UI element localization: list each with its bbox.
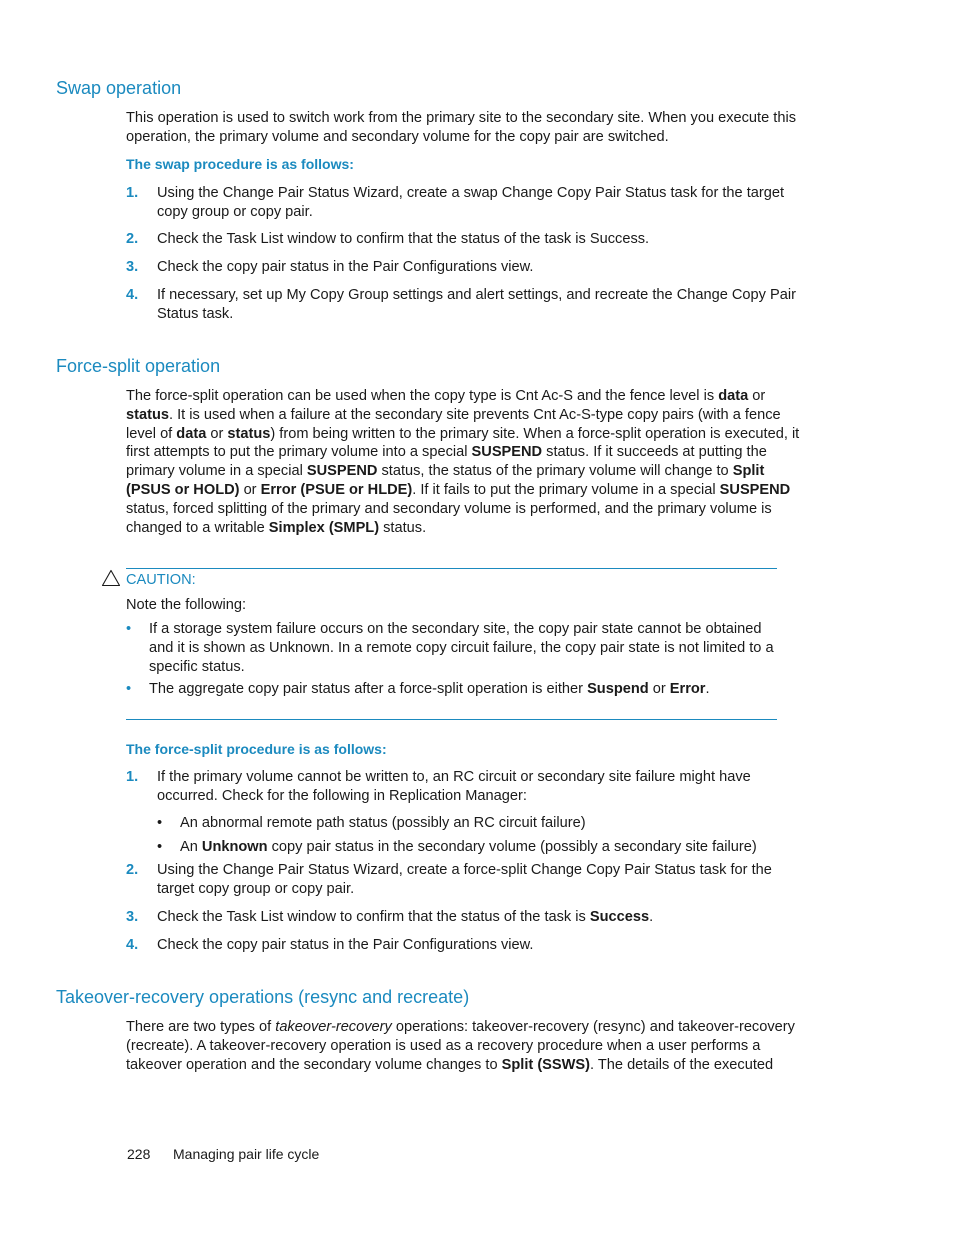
bullet-text: An abnormal remote path status (possibly an RC circuit failure) (180, 815, 586, 831)
footer-section-title: Managing pair life cycle (173, 1146, 320, 1162)
bullet-dot: • (126, 681, 132, 697)
step-text: Check the copy pair status in the Pair Configurations view. (157, 937, 534, 953)
caution-top-rule (126, 568, 777, 569)
step-number: 4. (126, 937, 139, 953)
caution-label: CAUTION: (126, 572, 196, 588)
warning-triangle-icon (101, 569, 121, 587)
step-text: Check the Task List window to confirm that the status of the task is Success. (157, 231, 650, 247)
step-text: If necessary, set up My Copy Group settings and alert settings, and recreate the Change Copy Pair Status task. (157, 287, 796, 322)
step-number: 3. (126, 259, 139, 275)
swap-procedure-label: The swap procedure is as follows: (126, 156, 354, 172)
swap-intro: This operation is used to switch work from the primary site to the secondary site. When you execute this operation, the primary volume and secondary volume for the copy pair are switched. (126, 110, 796, 145)
step-text: If the primary volume cannot be written to, an RC circuit or secondary site failure might have occurred. Check for the following in Replication Manager: (157, 769, 751, 804)
bullet-text: If a storage system failure occurs on the secondary site, the copy pair state cannot be obtained and it is shown as Unknown. In a remote copy circuit failure, the copy pair state is not limited to a specific status. (149, 621, 774, 675)
heading-force-split-operation: Force-split operation (56, 356, 221, 376)
bullet-dot: • (157, 839, 163, 855)
step-text: Using the Change Pair Status Wizard, create a swap Change Copy Pair Status task for the target copy group or copy pair. (157, 185, 785, 220)
bullet-text: The aggregate copy pair status after a force-split operation is either Suspend or Error. (149, 681, 710, 697)
step-number: 1. (126, 769, 139, 785)
page-number: 228 (127, 1146, 151, 1162)
step-number: 2. (126, 862, 139, 878)
bullet-text: An Unknown copy pair status in the secondary volume (possibly a secondary site failure) (180, 839, 757, 855)
step-number: 2. (126, 231, 139, 247)
heading-swap-operation: Swap operation (56, 78, 182, 98)
heading-takeover-recovery: Takeover-recovery operations (resync and recreate) (56, 987, 470, 1007)
bullet-dot: • (126, 621, 132, 637)
caution-note: Note the following: (126, 597, 247, 613)
step-text: Check the copy pair status in the Pair Configurations view. (157, 259, 534, 275)
force-split-description: The force-split operation can be used when the copy type is Cnt Ac-S and the fence level is data or status. It is used when a failure at the secondary site prevents Cnt Ac-S-type copy pairs (with a fence level of data or status) from being written to the primary site. When a force-split operation is executed, it first attempts to put the primary volume into a special SUSPEND status. If it succeeds at putting the primary volume in a special SUSPEND status, the status of the primary volume will change to Split (PSUS or HOLD) or Error (PSUE or HLDE). If it fails to put the primary volume in a special SUSPEND status, forced splitting of the primary and secondary volume is performed, and the primary volume is changed to a writable Simplex (SMPL) status. (126, 388, 800, 536)
step-number: 1. (126, 185, 139, 201)
takeover-recovery-description: There are two types of takeover-recovery operations: takeover-recovery (resync) and takeover-recovery (recreate). A takeover-recovery operation is used as a recovery procedure when a user performs a takeover operation and the secondary volume changes to Split (SSWS). The details of the executed (126, 1019, 795, 1073)
caution-bottom-rule (126, 719, 777, 720)
step-number: 3. (126, 909, 139, 925)
force-split-procedure-label: The force-split procedure is as follows: (126, 741, 387, 757)
step-number: 4. (126, 287, 139, 303)
bullet-dot: • (157, 815, 163, 831)
step-text: Using the Change Pair Status Wizard, create a force-split Change Copy Pair Status task for the target copy group or copy pair. (157, 862, 772, 897)
step-text: Check the Task List window to confirm that the status of the task is Success. (157, 909, 654, 925)
